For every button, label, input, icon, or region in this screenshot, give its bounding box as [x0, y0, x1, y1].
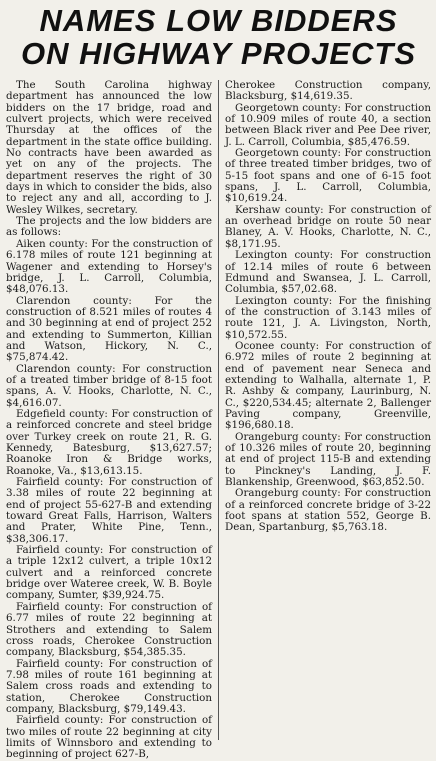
paragraph-project: Edgefield county: For construction of a reinforced concrete and steel bridge over Turkey creek on route 21, R. G. Kennedy, Batesburg, $13,627.57; Roanoke Iron & Bridge works, Roanoke, Va., $13,613.15. [6, 407, 212, 477]
paragraph-project: Lexington county: For construction of 12.14 miles of route 6 between Edmund and Swansea, J. L. Carroll, Columbia, $57,02.68. [225, 249, 431, 296]
paragraph-project: Kershaw county: For construction of an overhead bridge on route 50 near Blaney, A. V. Hooks, Charlotte, N. C., $8,171.95. [225, 203, 431, 250]
paragraph-project: Fairfield county: For construction of 7.98 miles of route 161 beginning at Salem cross roads and extending to station, Cherokee Construction company, Blacksburg, $79,149.43. [6, 657, 212, 715]
paragraph-project: Orangeburg county: For construction of 10.326 miles of route 20, beginning at end of project 115-B and extending to Pinckney's Landing, J. F. Blankenship, Greenwood, $63,852.50. [225, 430, 431, 489]
paragraph-project: Clarendon county: For construction of a treated timber bridge of 8-15 foot spans, A. V. Hooks, Charlotte, N. C., $4,616.07. [6, 362, 212, 409]
paragraph-project: Fairfield county: For construction of a triple 12x12 culvert, a triple 10x12 culvert and a reinforced concrete bridge over Wateree creek, W. B. Boyle company, Sumter, $39,924.75. [6, 544, 212, 602]
paragraph-project: Georgetown county: For construction of 10.909 miles of route 40, a section between Black river and Pee Dee river, J. L. Carroll, Columbia, $85,476.59. [225, 101, 431, 148]
paragraph-project: Fairfield county: For construction of 6.77 miles of route 22 beginning at Strothers and extending to Salem cross roads, Cherokee Construction company, Blacksburg, $54,385.35. [6, 600, 212, 659]
paragraph-project: Fairfield county: For construction of two miles of route 22 beginning at city limits of Winnsboro and extending to beginning of project 627-B, [6, 714, 212, 761]
paragraph-project: Georgetown county: For construction of three treated timber bridges, two of 5-15 foot spans and one of 6-15 foot spans, J. L. Carroll, Columbia, $10,619.24. [225, 147, 431, 205]
paragraph-continued: Cherokee Construction company, Blacksburg, $14,619.35. [225, 79, 431, 103]
paragraph-project: Fairfield county: For construction of 3.38 miles of route 22 beginning at end of project 55-627-B and extending toward Great Falls, Harrison, Walters and Prater, White Pine, Tenn., $38,306.17. [6, 476, 212, 545]
headline-line-2: ON HIGHWAY PROJECTS [20, 36, 417, 71]
paragraph-project: Oconee county: For construction of 6.972 miles of route 2 beginning at end of pavement near Seneca and extending to Walhalla, alternate 1, P. R. Ashby & company, Laurinburg, N. C., $220,534.45; alternate 2, Ballenger Paving company, Greenville, $196,680.18. [225, 339, 431, 432]
article-body [6, 79, 431, 761]
headline-line-1: NAMES LOW BIDDERS [39, 3, 398, 38]
column-left [6, 79, 212, 761]
paragraph-project: Lexington county: For the finishing of the construction of 3.143 miles of route 121, J. A. Livingston, North, $10,572.55. [225, 294, 431, 341]
paragraph: The projects and the low bidders are as follows: [6, 215, 212, 239]
paragraph-project: Aiken county: For the construction of 6.178 miles of route 121 beginning at Wagener and extending to Horsey's bridge, J. L. Carroll, Columbia, $48,076.13. [6, 237, 212, 296]
paragraph-project: Clarendon county: For the construction of 8.521 miles of routes 4 and 30 beginning at end of project 252 and extending to Summerton, Killian and Watson, Hickory, N. C., $75,874.42. [6, 294, 212, 364]
paragraph-project: Orangeburg county: For construction of a reinforced concrete bridge of 3-22 foot spans at station 552, George B. Dean, Spartanburg, $5,763.18. [225, 487, 431, 534]
paragraph-intro: The South Carolina highway department has announced the low bidders on the 17 bridge, road and culvert projects, which were received Thursday at the offices of the department in the state office building. No contracts have been awarded as yet on any of the projects. The department reserves the right of 30 days in which to consider the bids, also to reject any and all, according to J. Wesley Wilkes, secretary. [6, 79, 212, 216]
headline [6, 4, 431, 70]
column-right [218, 80, 431, 740]
